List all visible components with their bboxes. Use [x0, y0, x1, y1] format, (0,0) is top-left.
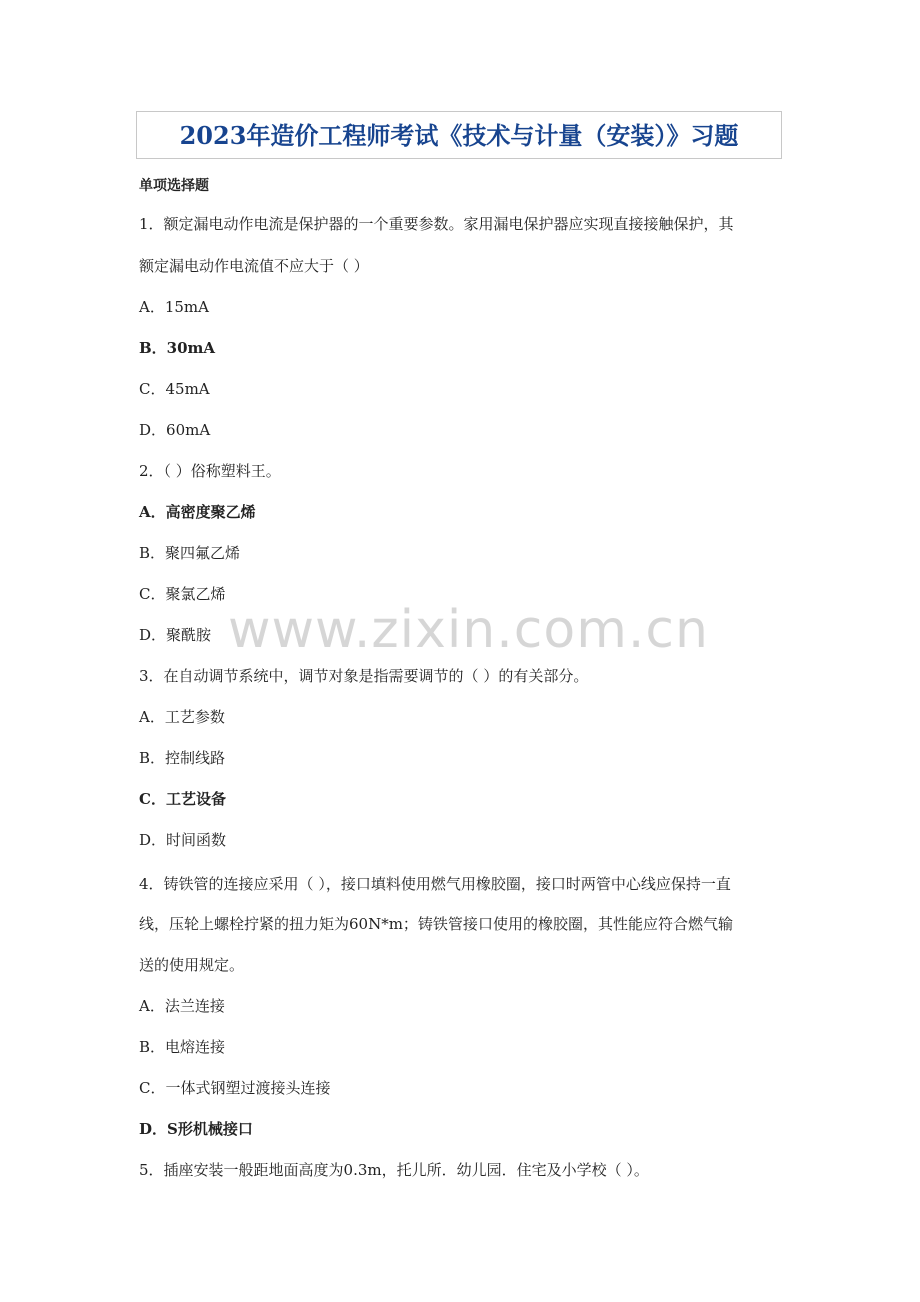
- q2-text-line1: 2．（ ）俗称塑料王。: [139, 462, 281, 480]
- q1-text-line1: 1．额定漏电动作电流是保护器的一个重要参数。家用漏电保护器应实现直接接触保护，其: [139, 215, 734, 233]
- q2-option-b: B．聚四氟乙烯: [139, 544, 241, 562]
- page-title: 2023年造价工程师考试《技术与计量（安装）》习题: [179, 121, 739, 150]
- q3-option-c: C．工艺设备: [139, 790, 226, 808]
- q2-option-a: A．高密度聚乙烯: [139, 503, 256, 521]
- title-box: [136, 111, 782, 159]
- q3-option-a: A．工艺参数: [139, 708, 225, 726]
- q4-option-a: A．法兰连接: [139, 997, 225, 1015]
- q4-text-line1: 4．铸铁管的连接应采用（ ），接口填料使用燃气用橡胶圈，接口时两管中心线应保持一直: [139, 875, 731, 893]
- q1-option-b: B．30mA: [139, 339, 216, 357]
- q3-option-d: D．时间函数: [139, 831, 227, 849]
- watermark: www.zixin.com.cn: [228, 600, 709, 660]
- q3-text-line1: 3．在自动调节系统中，调节对象是指需要调节的（ ）的有关部分。: [139, 667, 589, 685]
- q5-text-line1: 5．插座安装一般距地面高度为0.3m，托儿所．幼儿园．住宅及小学校（ ）。: [139, 1161, 649, 1179]
- section-heading: 单项选择题: [139, 178, 209, 194]
- q1-option-d: D．60mA: [139, 421, 211, 439]
- q3-option-b: B．控制线路: [139, 749, 226, 767]
- q4-text-line2: 线，压轮上螺栓拧紧的扭力矩为60N*m；铸铁管接口使用的橡胶圈，其性能应符合燃气输: [139, 915, 733, 933]
- q4-text-line3: 送的使用规定。: [139, 956, 245, 974]
- q1-text-line2: 额定漏电动作电流值不应大于（ ）: [139, 257, 369, 275]
- q4-option-c: C．一体式钢塑过渡接头连接: [139, 1079, 331, 1097]
- q4-option-d: D．S形机械接口: [139, 1120, 253, 1138]
- q2-option-c: C．聚氯乙烯: [139, 585, 226, 603]
- q4-option-b: B．电熔连接: [139, 1038, 226, 1056]
- q2-option-d: D．聚酰胺: [139, 626, 212, 644]
- q1-option-c: C．45mA: [139, 380, 210, 398]
- q1-option-a: A．15mA: [139, 298, 209, 316]
